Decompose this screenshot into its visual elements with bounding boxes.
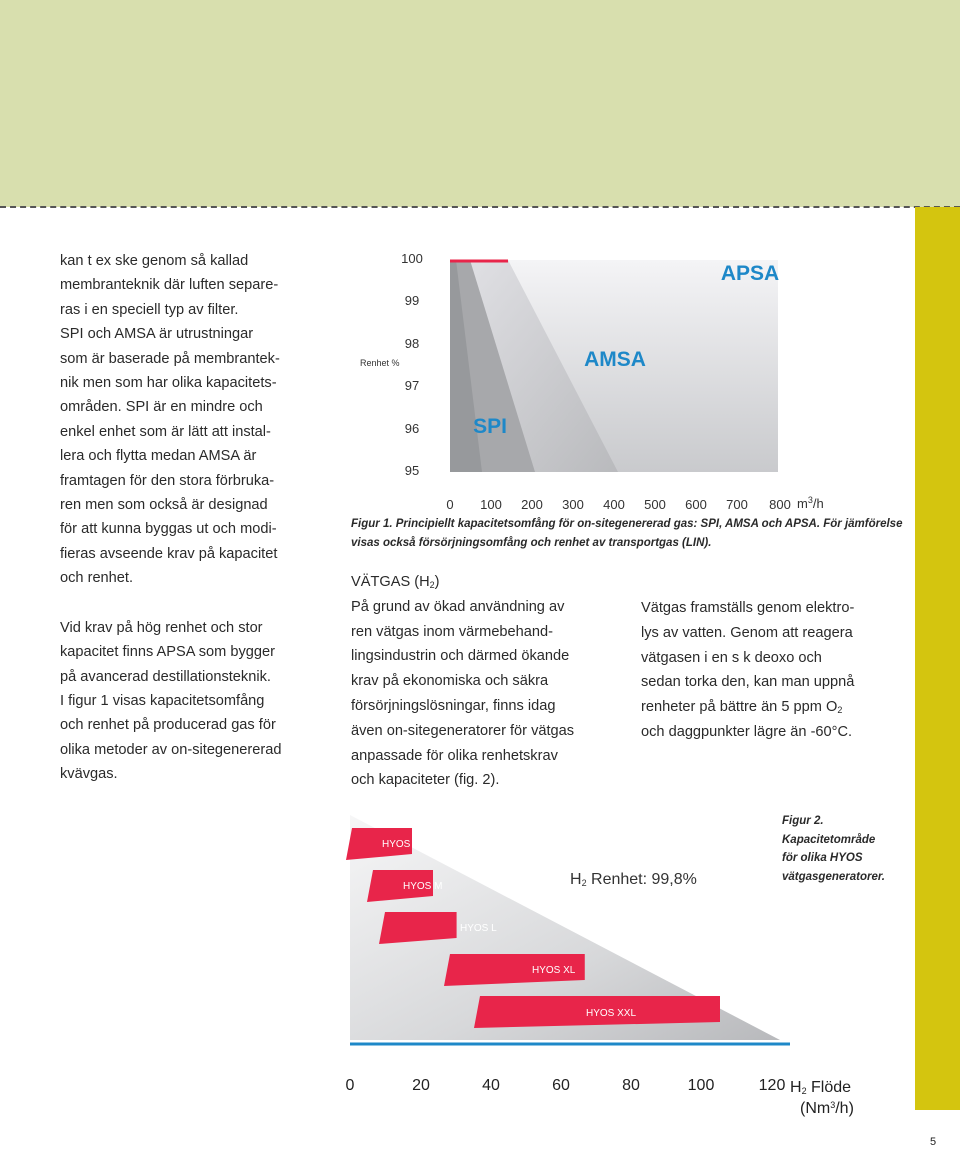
y-axis-label: Renhet % [360, 358, 400, 368]
x-tick: 400 [603, 497, 625, 512]
x-tick: 300 [562, 497, 584, 512]
amsa-label: AMSA [584, 348, 646, 371]
x-tick: 800 [769, 497, 791, 512]
page-number: 5 [930, 1136, 937, 1148]
x-tick: 60 [552, 1077, 570, 1094]
left-column [60, 249, 290, 787]
middle-paragraph: På grund av ökad användning av ren vätgas inom värmebehand- lingsindustrin och därmed ökande krav på ekonomiska och säkra försörjningslösningar, finns idag även on-sitegeneratorer för vätgas anpassade för olika renhetskrav och kapaciteter (fig. 2). [351, 598, 575, 789]
left-paragraph-1: kan t ex ske genom så kallad membranteknik där luften separe- ras i en speciell typ av filter. SPI och AMSA är utrustningar som är baserade på membrantek- nik men som har olika kapacitets- områden. SPI är en mindre och enkel enhet som är lätt att instal- lera och flytta medan AMSA är framtagen för den stora förbruka- ren men som också är designad för att kunna byggas ut och modi- fieras avseende krav på kapacitet och renhet. [60, 253, 280, 587]
purity-label: $H_2$ Renhet: 99,8% [570, 871, 697, 888]
figure-1-graphic [360, 248, 840, 498]
left-paragraph-2: Vid krav på hög renhet och stor kapacitet finns APSA som bygger på avancerad destillationsteknik. I figur 1 visas kapacitetsomfång och renhet på producerad gas för olika metoder av on-sitegenererad kvävgas. [60, 619, 282, 783]
y-tick: 97 [404, 378, 420, 393]
x-tick: 0 [345, 1077, 355, 1094]
bar-label-hyos-s: HYOS S [382, 839, 420, 850]
x-tick: 120 [758, 1077, 786, 1094]
spi-label: SPI [473, 415, 507, 438]
section-heading: VÄTGAS $(H_2)$ [351, 574, 440, 590]
figure-1-caption: Figur 1. Principiellt kapacitetsomfång för on-sitegenererad gas: SPI, AMSA och APSA. För jämförelse visas också försörjningsomfång och renhet av transportgas (LIN). [351, 518, 903, 549]
x-tick: 100 [687, 1077, 715, 1094]
x-tick: 0 [446, 497, 454, 512]
x-tick: 80 [622, 1077, 640, 1094]
y-tick: 98 [404, 336, 420, 351]
x-tick: 500 [644, 497, 666, 512]
middle-column [351, 570, 606, 793]
y-tick: 100 [401, 251, 423, 266]
x-tick: 40 [482, 1077, 500, 1094]
right-column [641, 596, 881, 745]
y-tick: 99 [404, 293, 420, 308]
y-tick: 95 [404, 463, 420, 478]
figure-1-chart [360, 248, 840, 518]
y-tick: 96 [404, 421, 420, 436]
x-tick: 100 [480, 497, 502, 512]
bar-label-hyos-m: HYOS M [403, 881, 443, 892]
dashed-divider [0, 206, 960, 208]
x-tick: 200 [521, 497, 543, 512]
top-band [0, 0, 960, 207]
figure-2-caption: Figur 2. Kapacitetområde för olika HYOS vätgasgeneratorer. [782, 815, 885, 883]
x-tick: 20 [412, 1077, 430, 1094]
x-axis-unit: $m^3/h$ [797, 495, 824, 511]
apsa-label: APSA [720, 262, 780, 285]
x-tick: 700 [726, 497, 748, 512]
right-paragraph: Vätgas framställs genom elektro- lys av vatten. Genom att reagera vätgasen i en s k deoxo och sedan torka den, kan man uppnå renheter på bättre än 5 ppm $O_2$ och daggpunkter lägre än -60°C. [641, 600, 855, 740]
x-tick: 600 [685, 497, 707, 512]
bar-label-hyos-l: HYOS L [460, 923, 497, 934]
side-accent-bar [915, 207, 960, 1110]
bar-label-hyos-xl: HYOS XL [532, 965, 576, 976]
x-axis-label: $H_2$ Flöde (Nm$^3$/h) [790, 1079, 854, 1117]
bar-label-hyos-xxl: HYOS XXL [586, 1008, 637, 1019]
